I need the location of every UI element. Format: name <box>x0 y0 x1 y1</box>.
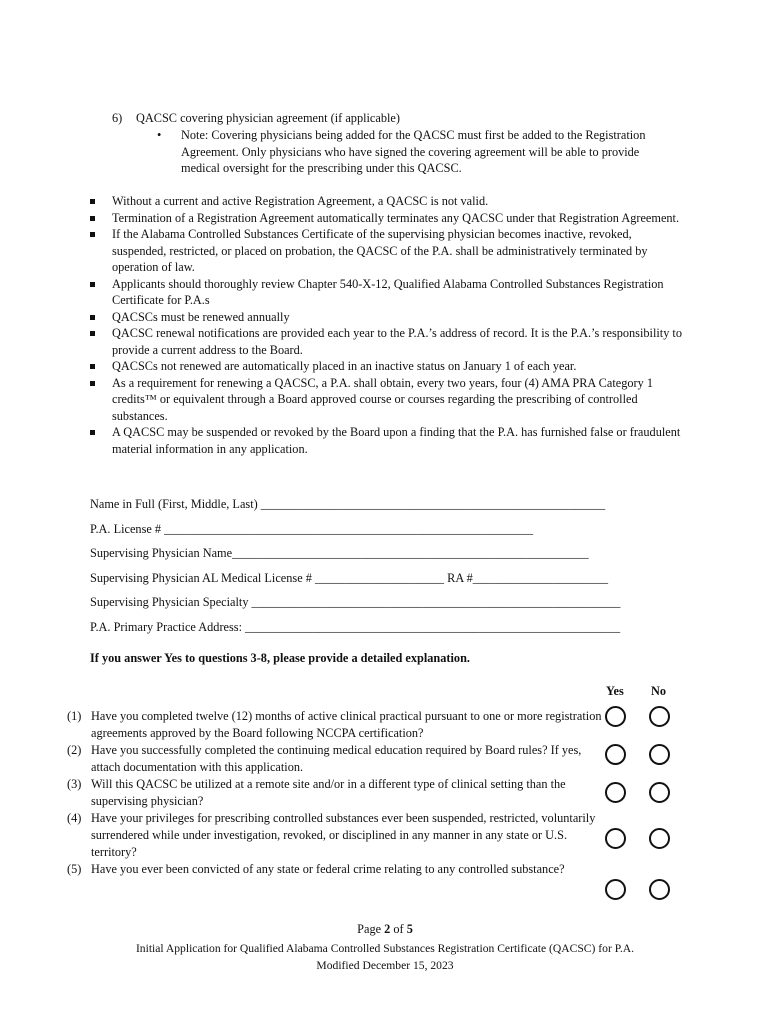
question-2-no-radio[interactable] <box>649 744 670 765</box>
question-5-yes-radio[interactable] <box>605 879 626 900</box>
question-1 <box>67 708 612 742</box>
question-1-no-radio[interactable] <box>649 706 670 727</box>
list-item <box>90 358 685 375</box>
square-bullet-icon <box>90 282 95 287</box>
note-item <box>157 127 680 177</box>
question-2 <box>67 742 612 776</box>
question-number: (3) <box>67 777 82 791</box>
supervising-physician-specialty-field[interactable]: Supervising Physician Specialty ____________________________________________________________ <box>90 595 621 610</box>
square-bullet-icon <box>90 381 95 386</box>
question-text: Have your privileges for prescribing controlled substances ever been suspended, restricted, voluntarily surrendered while under investigation, revoked, or disciplined in any manner in any state or U.S. territory? <box>91 811 596 859</box>
square-bullet-icon <box>90 232 95 237</box>
pa-practice-address-field[interactable]: P.A. Primary Practice Address: _____________________________________________________________ <box>90 619 621 634</box>
square-bullet-icon <box>90 199 95 204</box>
question-5-no-radio[interactable] <box>649 879 670 900</box>
list-item <box>90 325 685 358</box>
question-number: (2) <box>67 743 82 757</box>
question-number: (5) <box>67 862 82 876</box>
page-of: of <box>390 922 407 936</box>
yes-column-header: Yes <box>606 684 624 698</box>
list-item <box>90 375 685 425</box>
question-3 <box>67 776 612 810</box>
footer-modified: Modified December 15, 2023 <box>316 959 454 972</box>
square-bullet-icon <box>90 216 95 221</box>
square-bullet-icon <box>90 430 95 435</box>
question-text: Have you completed twelve (12) months of active clinical practical pursuant to one or more registration agreements approved by the Board following NCCPA certification? <box>91 709 602 740</box>
footer-title: Initial Application for Qualified Alabama Controlled Substances Registration Certificate (QACSC) for P.A. <box>135 942 635 955</box>
list-item <box>90 226 685 276</box>
bullet-text: If the Alabama Controlled Substances Certificate of the supervising physician becomes inactive, revoked, suspended, restricted, or placed on probation, the QACSC of the P.A. shall be administratively terminated by operation of law. <box>112 227 648 274</box>
total-pages: 5 <box>406 922 413 936</box>
pa-license-field[interactable]: P.A. License # ____________________________________________________________ <box>90 521 534 536</box>
list-item <box>90 193 685 210</box>
item-number: 6) <box>112 111 123 125</box>
list-item <box>90 309 685 326</box>
question-5 <box>67 861 612 878</box>
question-3-no-radio[interactable] <box>649 782 670 803</box>
question-2-yes-radio[interactable] <box>605 744 626 765</box>
bullet-text: Termination of a Registration Agreement automatically terminates any QACSC under that Registration Agreement. <box>112 210 680 225</box>
page-number <box>0 922 770 937</box>
bullet-text: Without a current and active Registration Agreement, a QACSC is not valid. <box>112 194 489 208</box>
square-bullet-icon <box>90 364 95 369</box>
questions-list <box>67 708 612 878</box>
question-number: (1) <box>67 709 82 723</box>
question-4-no-radio[interactable] <box>649 828 670 849</box>
page-prefix: Page <box>357 922 385 936</box>
list-item <box>90 424 685 457</box>
name-in-full-field[interactable]: Name in Full (First, Middle, Last) ________________________________________________________ <box>90 497 606 511</box>
bullet-dot-icon: • <box>157 128 162 142</box>
supervising-physician-license-field[interactable]: Supervising Physician AL Medical License # _____________________ RA #______________________ <box>90 570 609 585</box>
applicant-fields <box>90 496 690 644</box>
current-page: 2 <box>384 922 391 936</box>
question-text: Will this QACSC be utilized at a remote site and/or in a different type of clinical setting than the supervising physician? <box>91 777 566 808</box>
note-text: Note: Covering physicians being added for the QACSC must first be added to the Registration Agreement. Only physicians who have signed the covering agreement will be able to provide medical oversight for the prescribing under this QACSC. <box>181 128 646 175</box>
bullet-text: QACSC renewal notifications are provided each year to the P.A.’s address of record. It is the P.A.’s responsibility to provide a current address to the Board. <box>112 326 682 357</box>
question-4 <box>67 810 612 861</box>
bullet-text: Applicants should thoroughly review Chapter 540-X-12, Qualified Alabama Controlled Substances Registration Certificate for P.A.s <box>112 276 664 307</box>
question-number: (4) <box>67 811 82 825</box>
question-4-yes-radio[interactable] <box>605 828 626 849</box>
no-column-header: No <box>651 684 667 698</box>
bullet-text: A QACSC may be suspended or revoked by the Board upon a finding that the P.A. has furnished false or fraudulent material information in any application. <box>112 425 681 456</box>
question-text: Have you ever been convicted of any state or federal crime relating to any controlled substance? <box>91 862 565 876</box>
question-3-yes-radio[interactable] <box>605 782 626 803</box>
square-bullet-icon <box>90 331 95 336</box>
question-text: Have you successfully completed the continuing medical education required by Board rules? If yes, attach documentation with this application. <box>91 743 582 774</box>
question-1-yes-radio[interactable] <box>605 706 626 727</box>
bullet-text: As a requirement for renewing a QACSC, a P.A. shall obtain, every two years, four (4) AMA PRA Category 1 credits™ or equivalent through a Board approved course or courses regarding the prescribing of controlled substances. <box>112 375 653 423</box>
explanation-instruction: If you answer Yes to questions 3-8, please provide a detailed explanation. <box>90 651 470 665</box>
bullet-text: QACSCs not renewed are automatically placed in an inactive status on January 1 of each year. <box>112 359 577 373</box>
square-bullet-icon <box>90 315 95 320</box>
bullet-text: QACSCs must be renewed annually <box>112 309 290 324</box>
list-item <box>90 276 685 309</box>
list-item-6 <box>112 110 400 127</box>
list-item <box>90 210 685 227</box>
supervising-physician-name-field[interactable]: Supervising Physician Name__________________________________________________________ <box>90 546 589 561</box>
requirements-list <box>90 193 685 457</box>
item-text: QACSC covering physician agreement (if applicable) <box>136 111 400 125</box>
